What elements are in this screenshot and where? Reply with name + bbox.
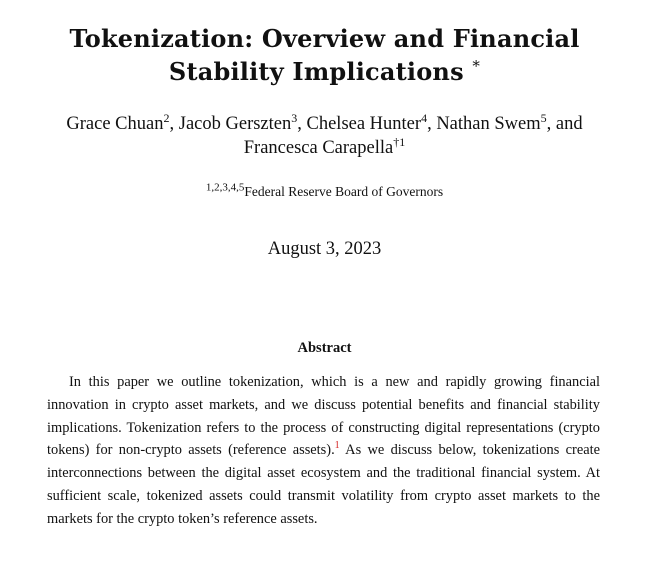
author-name: Chelsea Hunter [306,114,422,134]
author-affiliation-mark: 3 [291,110,298,125]
footnote-link[interactable]: 1 [334,440,340,452]
paper-date: August 3, 2023 [267,239,382,259]
author-name: Jacob Gerszten [178,114,292,134]
author-name: Grace Chuan [66,114,164,134]
title-line-1: Tokenization: Overview and Financial [69,24,580,53]
abstract-heading: Abstract [297,340,352,356]
affiliation-name: Federal Reserve Board of Governors [244,184,444,199]
author-conjunction: , and [546,114,583,134]
author-separator: , [169,114,179,134]
author-name: Nathan Swem [436,114,541,134]
author-affiliation-mark: 4 [421,110,428,125]
author-list [20,112,629,160]
affiliation-marks: 1,2,3,4,5 [205,181,245,194]
author-affiliation-mark: 2 [163,110,170,125]
author-name: Francesca Carapella [243,138,394,158]
affiliation [20,183,629,201]
title-footnote-mark: * [472,57,481,75]
paper-title [20,22,629,88]
abstract-text-part-2: As we discuss below, tokenizations create interconnections between the digital asset ecosystem and the traditional financial system. At sufficient scale, tokenized assets could transmit volatility from crypto asset markets to the markets for the crypto token’s reference assets. [47,442,600,527]
author-affiliation-mark: †1 [393,134,406,149]
author-separator: , [297,114,307,134]
author-affiliation-mark: 5 [540,110,547,125]
abstract-text-part-1: In this paper we outline tokenization, which is a new and rapidly growing financial innovation in crypto asset markets, and we discuss potential benefits and financial stability implications. Tokenization refers to the process of constructing digital representations (crypto tokens) for non-crypto assets (reference assets). [47,374,600,459]
author-separator: , [427,114,437,134]
title-line-2: Stability Implications [168,57,464,86]
abstract-body [47,371,600,531]
